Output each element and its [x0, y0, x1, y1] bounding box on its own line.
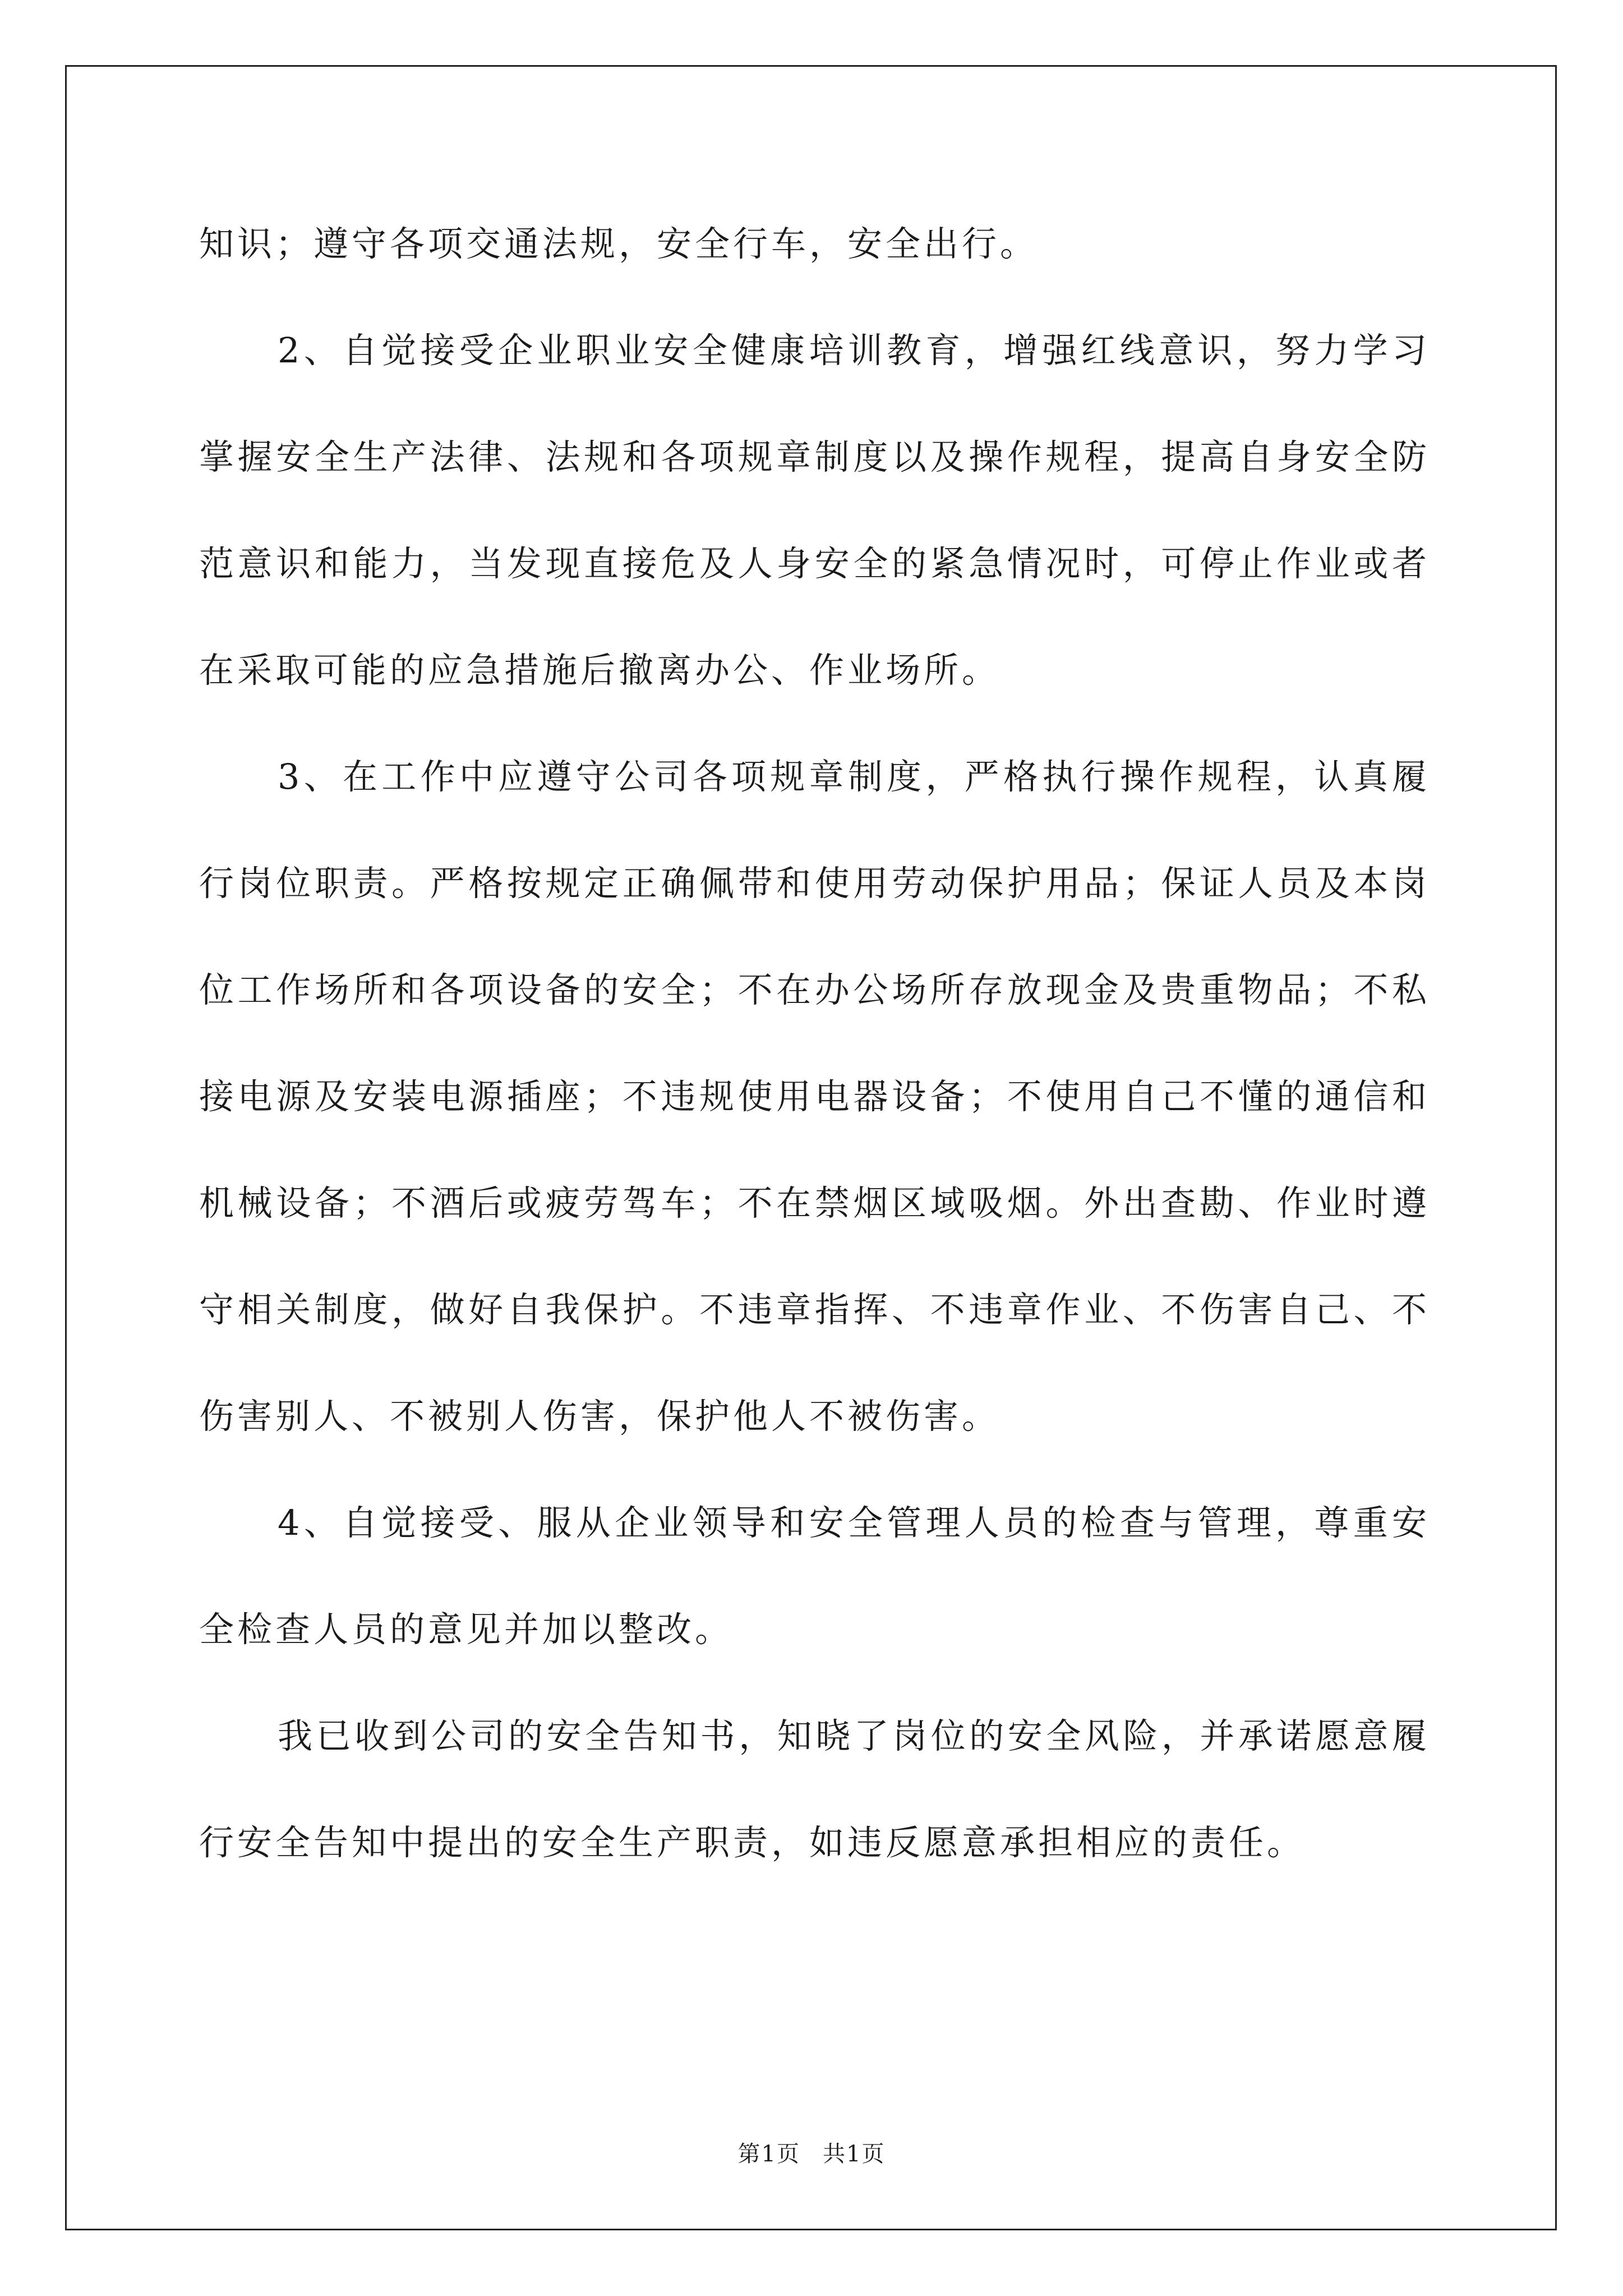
page-footer: [0, 2136, 1623, 2168]
paragraph-item-3: 3、在工作中应遵守公司各项规章制度，严格执行操作规程，认真履行岗位职责。严格按规定正确佩带和使用劳动保护用品；保证人员及本岗位工作场所和各项设备的安全；不在办公场所存放现金及贵重物品；不私接电源及安装电源插座；不违规使用电器设备；不使用自己不懂的通信和机械设备；不酒后或疲劳驾车；不在禁烟区域吸烟。外出查勘、作业时遵守相关制度，做好自我保护。不违章指挥、不违章作业、不伤害自己、不伤害别人、不被别人伤害，保护他人不被伤害。: [199, 756, 1430, 1437]
document-body: [199, 191, 1430, 1896]
paragraph-commitment: 我已收到公司的安全告知书，知晓了岗位的安全风险，并承诺愿意履行安全告知中提出的安全生产职责，如违反愿意承担相应的责任。: [199, 1715, 1430, 1863]
paragraph-continued: 知识；遵守各项交通法规，安全行车，安全出行。: [199, 223, 1039, 264]
page-number: 第1页: [737, 2141, 800, 2167]
page-total: 共1页: [823, 2141, 886, 2167]
paragraph-item-2: 2、自觉接受企业职业安全健康培训教育，增强红线意识，努力学习掌握安全生产法律、法规和各项规章制度以及操作规程，提高自身安全防范意识和能力，当发现直接危及人身安全的紧急情况时，可停止作业或者在采取可能的应急措施后撤离办公、作业场所。: [199, 330, 1430, 691]
paragraph-item-4: 4、自觉接受、服从企业领导和安全管理人员的检查与管理，尊重安全检查人员的意见并加以整改。: [199, 1502, 1430, 1650]
